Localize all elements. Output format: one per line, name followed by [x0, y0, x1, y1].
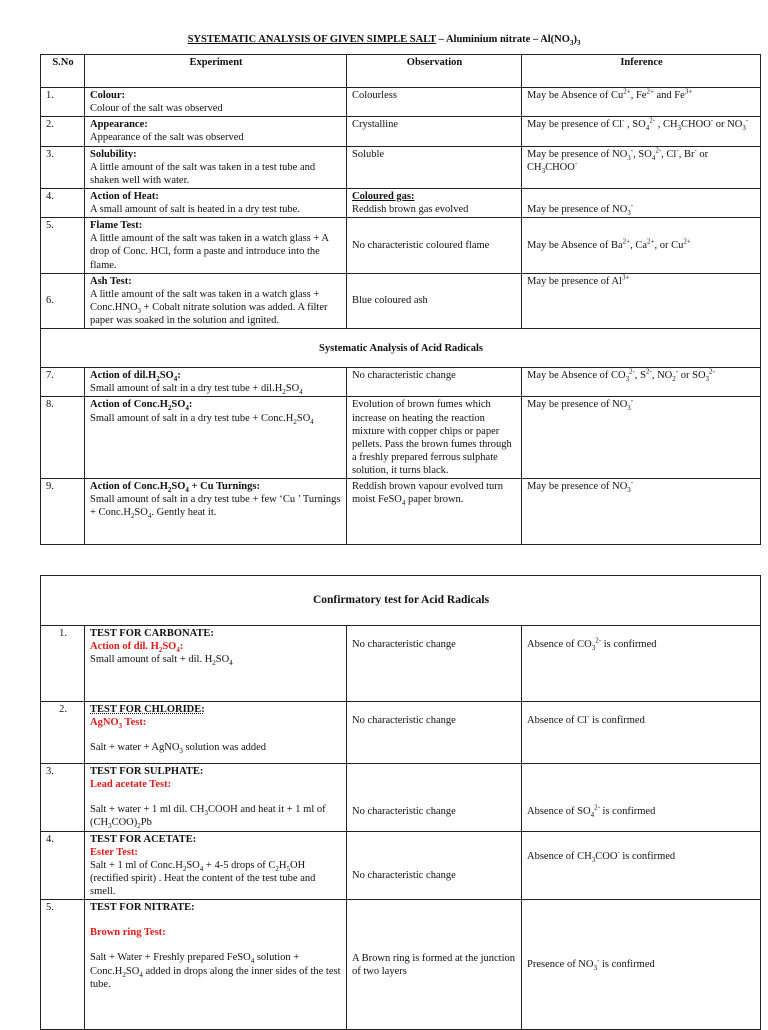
section-row: [41, 329, 761, 368]
row-sno: 2.: [41, 117, 85, 146]
row-observation: Reddish brown vapour evolved turn moist FeSO$_4$ paper brown.: [347, 479, 522, 545]
experiment-text: Small amount of salt in a dry test tube + few ‘Cu ’ Turnings + $Conc.H_2SO_4$. Gently heat it.: [90, 494, 341, 521]
test-text: Small amount of salt + dil. $H_2SO_4$: [90, 654, 233, 668]
row-experiment: [85, 397, 347, 479]
row-experiment: [85, 831, 347, 900]
row-inference: May be presence of $NO_3^-$, $SO_4^{2-}$, Cl-, Br- or $CH_3CHOO^-$: [522, 146, 761, 188]
table-row: [41, 626, 761, 702]
row-experiment: [85, 626, 347, 702]
row-inference: May be presence of $NO_3^-$: [522, 397, 761, 479]
header-sno: S.No: [41, 55, 85, 88]
experiment-text: A little amount of the salt was taken in a test tube and shaken well with water.: [90, 161, 316, 186]
test-text: Salt + 1 ml of $Conc.H_2SO_4 + 4-5$ drops of $C_2H_5OH$ (rectified spirit) . Heat the content of the test tube and smell.: [90, 859, 316, 897]
row-sno: 5.: [41, 900, 85, 1030]
confirmatory-test-table: [40, 575, 761, 1030]
row-sno: 1.: [41, 88, 85, 117]
experiment-title: Colour:: [90, 90, 125, 101]
experiment-title: Action of $Conc.H_2SO_4$:: [90, 399, 193, 413]
row-observation: No characteristic change: [347, 368, 522, 397]
row-observation: No characteristic change: [347, 626, 522, 702]
table-row: [41, 88, 761, 117]
experiment-title: Flame Test:: [90, 220, 143, 232]
systematic-analysis-table: [40, 54, 761, 545]
row-experiment: [85, 88, 347, 117]
row-experiment: [85, 146, 347, 188]
confirmatory-heading: Confirmatory test for Acid Radicals: [41, 576, 761, 626]
row-observation: Crystalline: [347, 117, 522, 146]
row-inference: Absence of Cl- is confirmed: [522, 702, 761, 764]
row-sno: 9.: [41, 479, 85, 545]
experiment-text: A little amount of the salt was taken in a watch glass + $Conc.HNO_3$ + Cobalt nitrate solution was added. A filter paper was soaked in the solution and ignited.: [90, 288, 328, 326]
row-inference: Absence of $SO_4^{2-}$ is confirmed: [522, 764, 761, 832]
experiment-text: Appearance of the salt was observed: [90, 132, 244, 144]
experiment-text: Small amount of salt in a dry test tube + $Conc.H_2SO_4$: [90, 412, 314, 426]
experiment-title: Solubility:: [90, 148, 137, 160]
row-inference: May be Absence of $Ba^{2+}$, $Ca^{2+}$, or $Cu^{2+}$: [522, 218, 761, 274]
test-text: Salt + water + 1 ml dil. $CH_3COOH$ and heat it + 1 ml of $(CH_3COO)_2Pb$: [90, 804, 326, 831]
row-observation: No characteristic coloured flame: [347, 218, 522, 274]
row-experiment: [85, 188, 347, 217]
row-observation: No characteristic change: [347, 831, 522, 900]
header-observation: Observation: [347, 55, 522, 88]
table-row: [41, 368, 761, 397]
test-subtitle: Ester Test:: [90, 846, 138, 858]
row-inference: Presence of $NO_3^-$ is confirmed: [522, 900, 761, 1030]
row-inference: May be presence of $NO_3^-$: [522, 188, 761, 217]
experiment-text: Colour of the salt was observed: [90, 103, 223, 115]
experiment-text: Small amount of salt in a dry test tube + $dil.H_2SO_4$: [90, 383, 303, 397]
test-title: TEST FOR CARBONATE:: [90, 628, 214, 639]
row-observation: Blue coloured ash: [347, 273, 522, 329]
experiment-title: Action of $Conc.H_2SO_4 + Cu$ Turnings:: [90, 481, 260, 495]
table-row: [41, 764, 761, 832]
header-inference: Inference: [522, 55, 761, 88]
table-row: [41, 397, 761, 479]
row-sno: 1.: [41, 626, 85, 702]
row-observation: Colourless: [347, 88, 522, 117]
observation-title: Coloured gas:: [352, 190, 415, 202]
row-inference: Absence of $CO_3^{2-}$ is confirmed: [522, 626, 761, 702]
title-main: SYSTEMATIC ANALYSIS OF GIVEN SIMPLE SALT: [187, 34, 437, 45]
row-sno: 4.: [41, 188, 85, 217]
row-inference: May be Absence of $CO_3^{2-}$, $S^{2-}$, $NO_2^-$ or $SO_3^{2-}$: [522, 368, 761, 397]
observation-text: Reddish brown gas evolved: [352, 204, 469, 215]
row-observation: Soluble: [347, 146, 522, 188]
row-experiment: [85, 218, 347, 274]
row-observation: A Brown ring is formed at the junction of two layers: [347, 900, 522, 1030]
test-title: TEST FOR ACETATE:: [90, 833, 197, 845]
table-heading-row: [41, 576, 761, 626]
test-subtitle: Brown ring Test:: [90, 927, 166, 939]
header-experiment: Experiment: [85, 55, 347, 88]
test-title: TEST FOR SULPHATE:: [90, 766, 204, 777]
row-sno: 6.: [41, 273, 85, 329]
test-title: TEST FOR NITRATE:: [90, 902, 195, 914]
row-inference: May be presence of Cl- , $SO_4^{2-}$ , $CH_3CHOO^-$ or $NO_3^-$: [522, 117, 761, 146]
page-title: [0, 33, 768, 46]
title-rest: – Aluminium nitrate – $Al(NO_3)_3$: [436, 34, 581, 48]
row-inference: May be Absence of $Cu^{2+}$, $Fe^{2+}$ and $Fe^{3+}$: [522, 88, 761, 117]
row-sno: 4.: [41, 831, 85, 900]
row-sno: 8.: [41, 397, 85, 479]
row-experiment: [85, 479, 347, 545]
table-row: [41, 117, 761, 146]
experiment-title: Action of Heat:: [90, 190, 159, 202]
table-row: [41, 146, 761, 188]
test-subtitle: Action of dil. $H_2SO_4$:: [90, 641, 184, 655]
row-sno: 3.: [41, 764, 85, 832]
row-experiment: [85, 273, 347, 329]
experiment-text: A little amount of the salt was taken in a watch glass + A drop of Conc. HCl, form a paste and introduce into the flame.: [90, 233, 329, 271]
table-row: [41, 900, 761, 1030]
row-experiment: [85, 764, 347, 832]
row-sno: 3.: [41, 146, 85, 188]
test-title: TEST FOR CHLORIDE:: [90, 704, 205, 715]
row-sno: 7.: [41, 368, 85, 397]
experiment-title: Action of $dil.H_2SO_4$:: [90, 370, 181, 384]
table-row: [41, 702, 761, 764]
row-observation: No characteristic change: [347, 764, 522, 832]
row-observation: [347, 188, 522, 217]
table-row: [41, 479, 761, 545]
row-inference: May be presence of $Al^{3+}$: [522, 273, 761, 329]
table-row: [41, 831, 761, 900]
test-subtitle: AgNO$_3$ Test:: [90, 717, 147, 731]
row-sno: 2.: [41, 702, 85, 764]
row-experiment: [85, 702, 347, 764]
test-text: Salt + water + AgNO$_3$ solution was added: [90, 742, 267, 756]
row-experiment: [85, 900, 347, 1030]
experiment-title: Appearance:: [90, 119, 148, 131]
row-sno: 5.: [41, 218, 85, 274]
row-observation: Evolution of brown fumes which increase on heating the reaction mixture with copper chips or paper pellets. Pass the brown fumes through a freshly prepared ferrous sulphate solution, it turns black.: [347, 397, 522, 479]
experiment-text: A small amount of salt is heated in a dry test tube.: [90, 204, 300, 215]
row-experiment: [85, 117, 347, 146]
experiment-title: Ash Test:: [90, 275, 132, 287]
table-header-row: [41, 55, 761, 88]
test-text: Salt + Water + Freshly prepared FeSO$_4$ solution + $Conc.H_2SO_4$ added in drops along the inner sides of the test tube.: [90, 952, 341, 990]
section-title: Systematic Analysis of Acid Radicals: [41, 329, 761, 368]
row-inference: May be presence of $NO_3^-$: [522, 479, 761, 545]
test-subtitle: Lead acetate Test:: [90, 779, 172, 791]
table-row: [41, 273, 761, 329]
table-row: [41, 188, 761, 217]
row-inference: Absence of $CH_3COO^-$ is confirmed: [522, 831, 761, 900]
row-observation: No characteristic change: [347, 702, 522, 764]
table-row: [41, 218, 761, 274]
row-experiment: [85, 368, 347, 397]
